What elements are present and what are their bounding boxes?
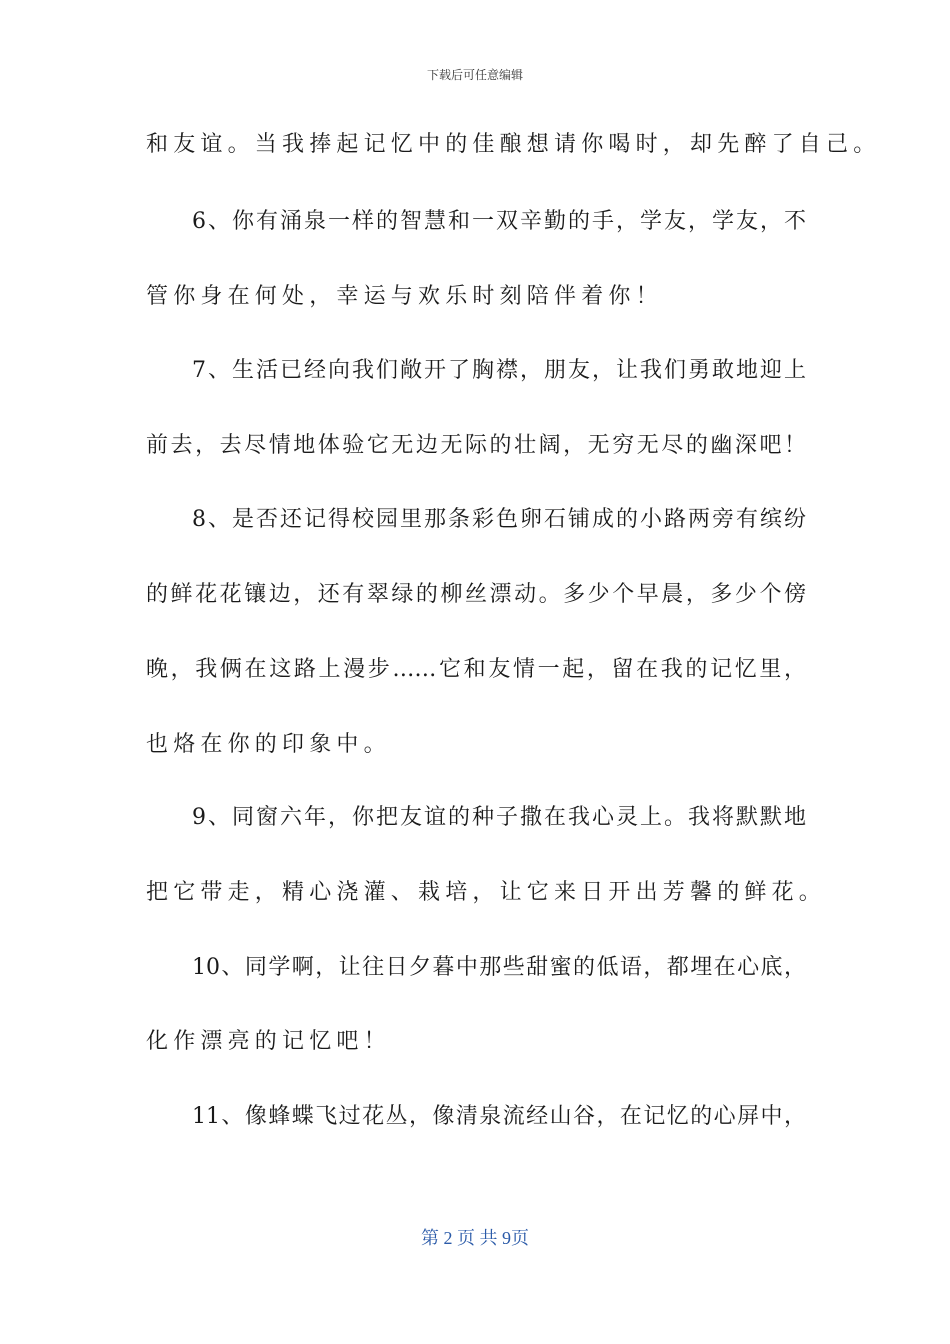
text-line: 10、同学啊，让往日夕暮中那些甜蜜的低语，都埋在心底， (192, 955, 806, 980)
text-line: 6、你有涌泉一样的智慧和一双辛勤的手，学友，学友，不 (192, 209, 806, 234)
text-line: 也烙在你的印象中。 (146, 732, 391, 757)
text-line: 把它带走，精心浇灌、栽培，让它来日开出芳馨的鲜花。 (146, 880, 827, 905)
text-line: 8、是否还记得校园里那条彩色卵石铺成的小路两旁有缤纷 (192, 507, 806, 532)
text-line: 前去，去尽情地体验它无边无际的壮阔，无穷无尽的幽深吧！ (146, 433, 806, 458)
text-line: 管你身在何处，幸运与欢乐时刻陪伴着你！ (146, 284, 663, 309)
page-footer: 第 2 页 共 9页 (421, 1228, 529, 1248)
text-line: 的鲜花花镶边，还有翠绿的柳丝漂动。多少个早晨，多少个傍 (146, 582, 806, 607)
text-line: 和友谊。当我捧起记忆中的佳酿想请你喝时，却先醉了自己。 (146, 132, 881, 157)
text-line: 9、同窗六年，你把友谊的种子撒在我心灵上。我将默默地 (192, 805, 806, 830)
text-line: 11、像蜂蝶飞过花丛，像清泉流经山谷，在记忆的心屏中， (192, 1104, 806, 1129)
text-line: 晚，我俩在这路上漫步……它和友情一起，留在我的记忆里， (146, 657, 806, 682)
text-line: 化作漂亮的记忆吧！ (146, 1029, 391, 1054)
page-header: 下载后可任意编辑 (426, 68, 523, 82)
text-line: 7、生活已经向我们敞开了胸襟，朋友，让我们勇敢地迎上 (192, 358, 806, 383)
